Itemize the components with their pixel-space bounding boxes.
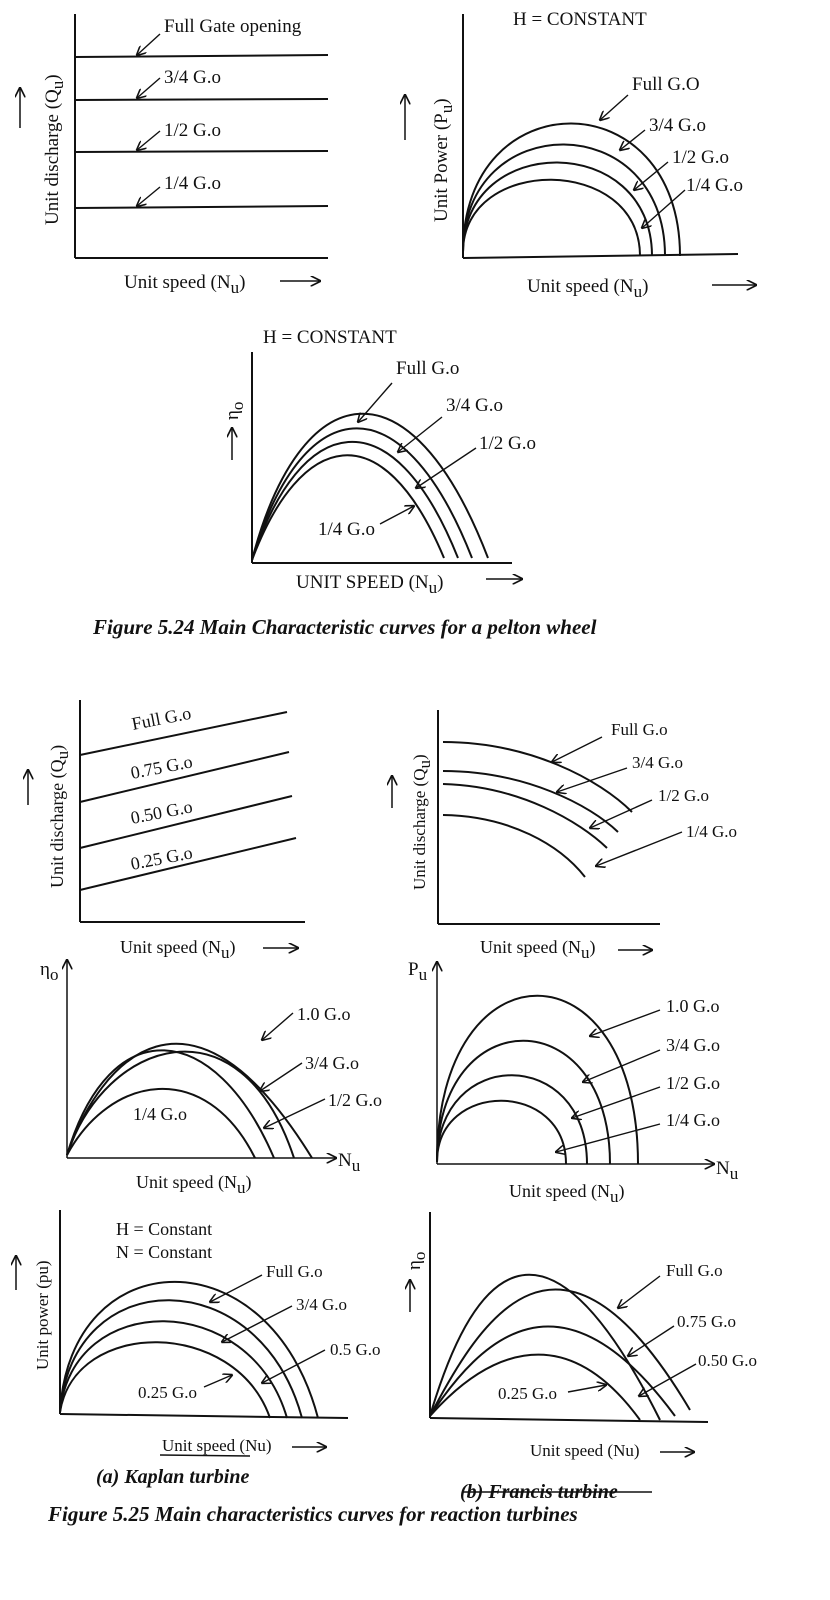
leader bbox=[642, 190, 685, 228]
kaplan-power-panel bbox=[16, 1210, 381, 1456]
leader bbox=[590, 1010, 660, 1036]
curve-label: 1/4 G.o bbox=[686, 822, 737, 841]
kaplan-subcaption: (a) Kaplan turbine bbox=[96, 1466, 250, 1488]
leader bbox=[600, 95, 628, 120]
curve-label: Full G.o bbox=[129, 702, 193, 734]
panel-title: H = CONSTANT bbox=[513, 9, 647, 30]
curve-label: 3/4 G.o bbox=[296, 1295, 347, 1314]
curve-label: Full G.o bbox=[611, 720, 668, 739]
curve-label: 1/2 G.o bbox=[666, 1073, 720, 1093]
x-axis-end-label: Nu bbox=[716, 1158, 739, 1183]
pelton-power-panel bbox=[405, 9, 756, 301]
leader bbox=[137, 34, 160, 55]
curve-label: 0.50 G.o bbox=[128, 796, 195, 828]
underline bbox=[160, 1455, 250, 1456]
leader bbox=[222, 1306, 292, 1342]
leader bbox=[204, 1375, 232, 1387]
curve-label: 1/4 G.o bbox=[164, 173, 221, 194]
leader bbox=[552, 737, 602, 762]
kaplan-efficiency-panel bbox=[40, 959, 382, 1197]
x-axis-label: Unit speed (Nu) bbox=[136, 1172, 252, 1197]
curve-label: 3/4 G.o bbox=[632, 753, 683, 772]
curve-label: 1/2 G.o bbox=[328, 1090, 382, 1110]
curve-three-quarter bbox=[437, 1041, 610, 1164]
x-axis-label: Unit speed (Nu) bbox=[124, 272, 246, 297]
leader bbox=[620, 130, 645, 150]
y-axis-label: Unit discharge (Qu) bbox=[410, 754, 434, 890]
curve-half bbox=[60, 1321, 287, 1418]
curve-three-quarter bbox=[75, 99, 328, 100]
curve-quarter bbox=[252, 455, 444, 560]
curve-full-go bbox=[443, 742, 632, 812]
curve-label: 1/2 G.o bbox=[479, 433, 536, 454]
leader bbox=[572, 1087, 660, 1118]
curve-label: 1.0 G.o bbox=[297, 1004, 351, 1024]
leader bbox=[137, 187, 160, 206]
figure-caption: Figure 5.25 Main characteristics curves for reaction turbines bbox=[48, 1502, 578, 1526]
leader bbox=[618, 1276, 660, 1308]
curve-label: 0.25 G.o bbox=[138, 1383, 198, 1402]
leader bbox=[358, 383, 392, 422]
francis-efficiency-panel bbox=[404, 1212, 757, 1460]
curve-label: 0.75 G.o bbox=[677, 1312, 737, 1331]
curve-label: 1/4 G.o bbox=[318, 519, 375, 540]
x-axis-label: Unit speed (Nu) bbox=[530, 1441, 640, 1460]
leader bbox=[416, 448, 476, 488]
x-axis bbox=[463, 254, 738, 258]
curve-quarter bbox=[75, 206, 328, 208]
y-axis-label: Unit power (pu) bbox=[33, 1260, 52, 1370]
curve-label: 3/4 G.o bbox=[446, 395, 503, 416]
curve-label: 1/2 G.o bbox=[164, 120, 221, 141]
y-axis-label: Unit discharge (Qu) bbox=[42, 74, 67, 225]
leader bbox=[137, 78, 160, 98]
kaplan-discharge-panel bbox=[28, 700, 305, 962]
curve-label: 3/4 G.o bbox=[164, 67, 221, 88]
note-speed: N = Constant bbox=[116, 1242, 213, 1262]
curve-half bbox=[252, 442, 458, 560]
leader bbox=[583, 1050, 660, 1082]
curve-label: 1/2 G.o bbox=[658, 786, 709, 805]
curve-label: 1/4 G.o bbox=[133, 1104, 187, 1124]
leader bbox=[262, 1013, 293, 1040]
curve-label: 0.25 G.o bbox=[128, 842, 195, 874]
curve-label: Full Gate opening bbox=[164, 16, 302, 37]
x-axis bbox=[430, 1418, 708, 1422]
francis-discharge-panel bbox=[392, 710, 737, 962]
curve-label: 0.25 G.o bbox=[498, 1384, 558, 1403]
y-axis-label: ηo bbox=[222, 401, 247, 420]
leader bbox=[260, 1063, 302, 1091]
x-axis-label: Unit speed (Nu) bbox=[162, 1436, 272, 1455]
curve-label: 1/2 G.o bbox=[672, 147, 729, 168]
y-axis-label: Pu bbox=[408, 959, 428, 984]
curve-full-go bbox=[430, 1289, 690, 1416]
y-axis-label: ηo bbox=[40, 959, 59, 984]
figure-caption: Figure 5.24 Main Characteristic curves for a pelton wheel bbox=[93, 615, 597, 639]
x-axis-label: Unit speed (Nu) bbox=[120, 937, 236, 962]
leader bbox=[568, 1385, 606, 1392]
pelton-discharge-panel bbox=[20, 14, 328, 297]
curve-label: 1/4 G.o bbox=[686, 175, 743, 196]
francis-power-panel bbox=[408, 959, 739, 1206]
curve-label: 1.0 G.o bbox=[666, 996, 720, 1016]
x-axis-end-label: Nu bbox=[338, 1150, 361, 1175]
curve-label: 0.5 G.o bbox=[330, 1340, 381, 1359]
leader bbox=[634, 162, 668, 190]
curve-full-gate bbox=[75, 55, 328, 57]
leader bbox=[137, 131, 160, 150]
x-axis-label: Unit speed (Nu) bbox=[480, 937, 596, 962]
curve-quarter bbox=[437, 1101, 566, 1164]
curve-label: 0.50 G.o bbox=[698, 1351, 758, 1370]
leader bbox=[557, 768, 627, 792]
leader bbox=[596, 832, 682, 866]
note-head: H = Constant bbox=[116, 1219, 213, 1239]
x-axis-label: Unit speed (Nu) bbox=[509, 1181, 625, 1206]
y-axis-label: Unit Power (Pu) bbox=[431, 98, 456, 222]
y-axis-label: ηo bbox=[404, 1251, 429, 1270]
leader bbox=[590, 800, 652, 828]
curve-quarter bbox=[60, 1342, 270, 1418]
x-axis bbox=[60, 1414, 348, 1418]
curve-quarter bbox=[443, 815, 585, 877]
curve-label: 3/4 G.o bbox=[305, 1053, 359, 1073]
curve-quarter bbox=[463, 180, 640, 256]
panel-title: H = CONSTANT bbox=[263, 327, 397, 348]
curve-label: 3/4 G.o bbox=[666, 1035, 720, 1055]
y-axis-label: Unit discharge (Qu) bbox=[47, 744, 72, 888]
pelton-efficiency-panel bbox=[222, 327, 536, 597]
curve-label: 0.75 G.o bbox=[128, 751, 195, 783]
curve-label: Full G.o bbox=[266, 1262, 323, 1281]
curve-label: Full G.o bbox=[666, 1261, 723, 1280]
curve-label: Full G.O bbox=[632, 74, 700, 95]
curve-label: 3/4 G.o bbox=[649, 115, 706, 136]
leader bbox=[639, 1364, 696, 1396]
curve-label: Full G.o bbox=[396, 358, 460, 379]
leader bbox=[398, 417, 442, 452]
curve-1-0-go bbox=[67, 1044, 312, 1158]
x-axis-label: Unit speed (Nu) bbox=[527, 276, 649, 301]
curve-label: 1/4 G.o bbox=[666, 1110, 720, 1130]
x-axis-label: UNIT SPEED (Nu) bbox=[296, 572, 444, 597]
francis-subcaption: (b) Francis turbine bbox=[460, 1481, 618, 1503]
curve-half bbox=[75, 151, 328, 152]
leader bbox=[380, 506, 414, 524]
